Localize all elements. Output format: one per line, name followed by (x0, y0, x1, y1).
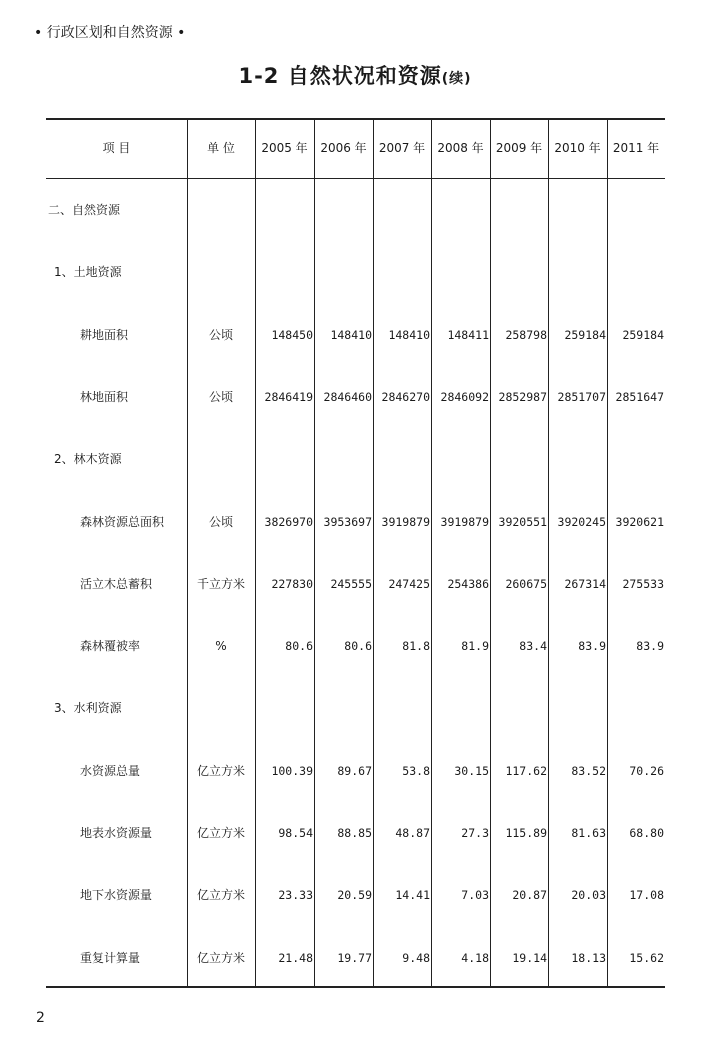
row-unit: % (215, 639, 227, 654)
row-value: 14.41 (395, 888, 430, 903)
row-value: 83.4 (519, 639, 547, 654)
row-value: 2852987 (498, 389, 547, 404)
row-value: 9.48 (402, 950, 430, 965)
table-row (46, 634, 665, 658)
row-value: 3826970 (264, 514, 313, 529)
header-year: 2007 年 (378, 141, 426, 155)
table-row (46, 198, 665, 222)
row-value: 80.6 (285, 639, 313, 654)
row-value: 83.52 (571, 763, 606, 778)
row-value: 247425 (388, 576, 430, 591)
row-value: 115.89 (505, 826, 547, 840)
row-item-label: 地表水资源量 (80, 826, 153, 840)
row-value: 20.03 (571, 888, 606, 903)
row-value: 83.9 (636, 639, 664, 654)
table-title-main: 1-2 自然状况和资源 (238, 64, 442, 88)
header-year: 2005 年 (261, 141, 308, 155)
row-value: 20.59 (337, 888, 372, 903)
header-item: 项 目 (102, 141, 131, 155)
table-row (46, 572, 665, 596)
row-value: 81.9 (461, 639, 489, 654)
header-year: 2009 年 (495, 141, 543, 155)
row-item-label: 重复计算量 (80, 950, 141, 965)
table-row (46, 510, 665, 534)
row-item-label: 森林资源总面积 (80, 514, 165, 529)
row-value: 20.87 (512, 888, 547, 903)
column-divider (490, 118, 491, 986)
row-unit: 亿立方米 (196, 826, 245, 840)
row-value: 3920551 (498, 514, 547, 529)
table-title-suffix: (续) (441, 71, 472, 87)
column-divider (548, 118, 549, 986)
row-value: 88.85 (337, 826, 372, 840)
table-row (46, 759, 665, 783)
column-divider (187, 118, 188, 986)
header-year: 2010 年 (554, 141, 601, 155)
table-row (46, 883, 665, 907)
row-value: 148410 (388, 327, 430, 342)
row-value: 3919879 (440, 514, 489, 529)
table-title (0, 60, 710, 90)
row-value: 3919879 (381, 514, 430, 529)
row-item-label: 活立木总蓄积 (80, 576, 153, 591)
row-value: 254386 (447, 576, 489, 591)
row-value: 19.77 (337, 950, 372, 965)
row-value: 3920245 (557, 514, 606, 529)
row-item-label: 2、林木资源 (54, 452, 122, 467)
row-value: 19.14 (512, 950, 547, 965)
row-value: 3920621 (615, 514, 664, 529)
row-value: 48.87 (395, 826, 430, 840)
row-value: 27.3 (461, 826, 489, 840)
column-divider (255, 118, 256, 986)
table-header-rule (46, 178, 665, 179)
row-value: 267314 (564, 576, 606, 591)
column-divider (607, 118, 608, 986)
row-value: 7.03 (461, 888, 489, 903)
row-value: 259184 (564, 327, 606, 342)
row-value: 148411 (447, 327, 489, 342)
row-unit: 亿立方米 (196, 888, 245, 903)
row-item-label: 林地面积 (80, 389, 129, 404)
row-value: 23.33 (278, 888, 313, 903)
row-value: 2846460 (323, 389, 372, 404)
row-item-label: 3、水利资源 (54, 701, 122, 716)
row-value: 100.39 (271, 763, 313, 778)
column-divider (314, 118, 315, 986)
row-value: 2846092 (440, 389, 489, 404)
row-value: 148450 (271, 327, 313, 342)
row-unit: 公顷 (208, 327, 233, 342)
column-divider (431, 118, 432, 986)
row-value: 2851707 (557, 389, 606, 404)
row-value: 17.08 (629, 888, 664, 903)
statistics-table (46, 118, 665, 988)
header-year: 2011 年 (612, 141, 660, 155)
table-row (46, 323, 665, 347)
header-year: 2006 年 (320, 141, 367, 155)
row-value: 117.62 (505, 763, 547, 778)
row-value: 15.62 (629, 950, 664, 965)
row-value: 80.6 (344, 639, 372, 654)
row-value: 227830 (271, 576, 313, 591)
row-value: 275533 (622, 576, 664, 591)
table-row (46, 696, 665, 720)
row-value: 89.67 (337, 763, 372, 778)
row-value: 2846419 (264, 389, 313, 404)
header-unit: 单 位 (207, 141, 235, 155)
row-unit: 公顷 (208, 514, 233, 529)
row-value: 18.13 (571, 950, 606, 965)
row-item-label: 地下水资源量 (80, 888, 153, 903)
row-value: 2846270 (381, 389, 430, 404)
row-value: 98.54 (278, 826, 313, 840)
header-year: 2008 年 (437, 141, 484, 155)
row-value: 260675 (505, 576, 547, 591)
row-item-label: 1、土地资源 (54, 265, 122, 280)
row-item-label: 森林覆被率 (80, 639, 141, 654)
running-header: • 行政区划和自然资源 • (34, 25, 186, 41)
row-item-label: 耕地面积 (80, 327, 129, 342)
row-value: 53.8 (402, 763, 430, 778)
table-row (46, 946, 665, 970)
row-value: 245555 (330, 576, 372, 591)
row-value: 81.8 (402, 639, 430, 654)
row-value: 30.15 (454, 763, 489, 778)
row-value: 4.18 (461, 950, 489, 965)
row-value: 3953697 (323, 514, 372, 529)
table-row (46, 447, 665, 471)
row-unit: 公顷 (208, 389, 233, 404)
row-item-label: 二、自然资源 (48, 203, 121, 217)
row-value: 70.26 (629, 763, 664, 778)
table-bottom-rule (46, 986, 665, 988)
row-unit: 亿立方米 (196, 763, 245, 778)
row-value: 148410 (330, 327, 372, 342)
table-row (46, 821, 665, 845)
row-unit: 亿立方米 (196, 950, 245, 965)
row-value: 258798 (505, 327, 547, 342)
table-row (46, 385, 665, 409)
page-number: 2 (36, 1010, 45, 1026)
row-value: 83.9 (578, 639, 606, 654)
table-row (46, 260, 665, 284)
row-item-label: 水资源总量 (80, 763, 141, 778)
row-value: 68.80 (629, 826, 664, 840)
row-value: 21.48 (278, 950, 313, 965)
column-divider (373, 118, 374, 986)
row-value: 2851647 (615, 389, 664, 404)
row-unit: 千立方米 (196, 576, 245, 591)
row-value: 81.63 (571, 826, 606, 840)
row-value: 259184 (622, 327, 664, 342)
